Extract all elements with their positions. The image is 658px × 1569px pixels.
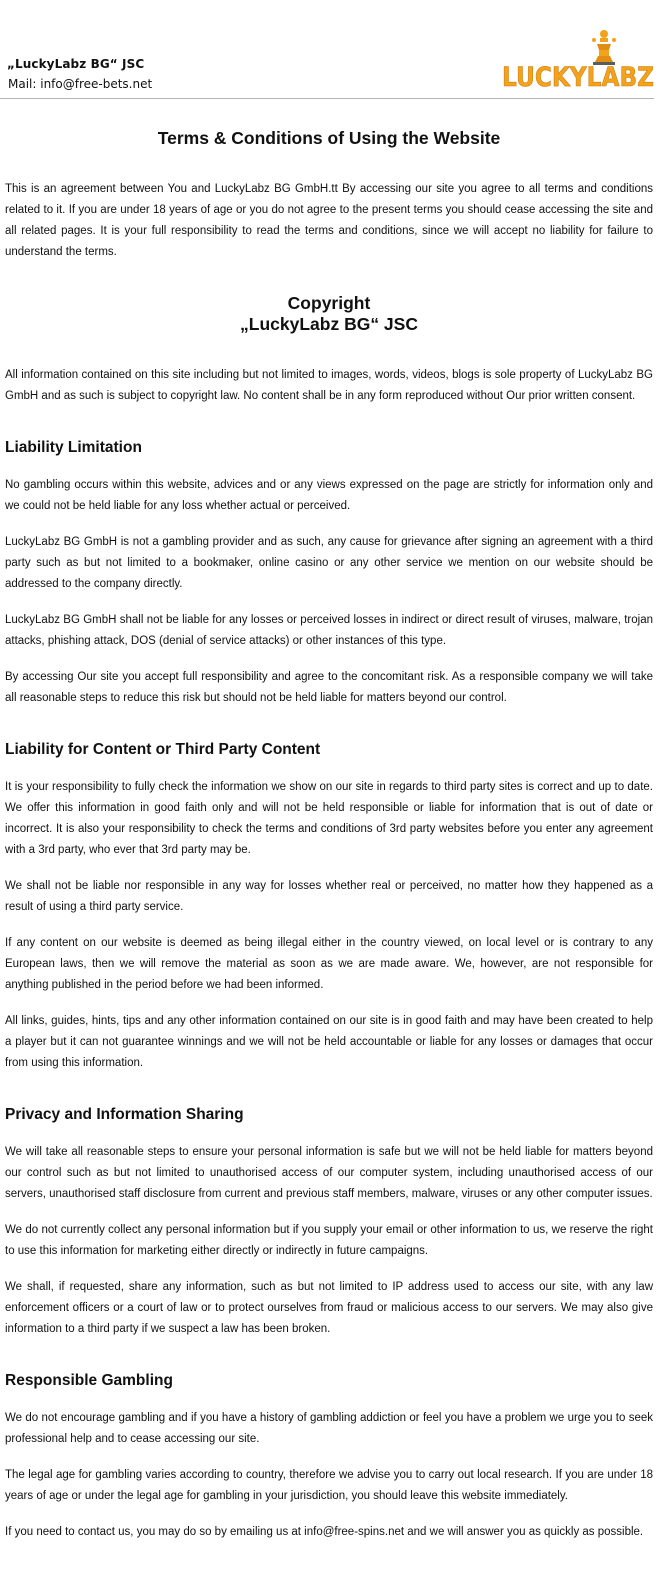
contact-text-before: If you need to contact us, you may do so by emailing us at	[5, 1526, 305, 1538]
logo-wordmark: LUCKYLABZ	[502, 62, 654, 92]
responsible-heading: Responsible Gambling	[5, 1372, 173, 1389]
liability-heading: Liability Limitation	[5, 439, 142, 456]
copyright-company: „LuckyLabz BG“ JSC	[240, 314, 418, 334]
liability-paragraph: By accessing Our site you accept full responsibility and agree to the concomitant risk. As a responsible company we will take all reasonable steps to reduce this risk but should not be held liable for matters beyond our control.	[5, 671, 653, 704]
privacy-paragraph: We do not currently collect any personal information but if you supply your email or other information to us, we reserve the right to use this information for marketing either directly or indirectly in future campaigns.	[5, 1224, 653, 1257]
liability-paragraph: LuckyLabz BG GmbH shall not be liable for any losses or perceived losses in indirect or direct result of viruses, malware, trojan attacks, phishing attack, DOS (denial of service attacks) or other instances of this type.	[5, 614, 653, 647]
responsible-paragraph: The legal age for gambling varies according to country, therefore we advise you to carry out local research. If you are under 18 years of age or under the legal age for gambling in your jurisdiction, you should leave this website immediately.	[5, 1469, 653, 1502]
privacy-paragraph: We shall, if requested, share any information, such as but not limited to IP address used to access our site, with any law enforcement officers or a court of law or to protect ourselves from fraud or malicious access to our servers. We may also give information to a third party if we suspect a law has been broken.	[5, 1281, 653, 1335]
responsible-paragraph: We do not encourage gambling and if you have a history of gambling addiction or feel you have a problem we urge you to seek professional help and to cease accessing our site.	[5, 1412, 653, 1445]
privacy-paragraph: We will take all reasonable steps to ensure your personal information is safe but we will not be held liable for matters beyond our control such as but not limited to unauthorised access of our computer system, including unauthorised access of our servers, unauthorised staff disclosure from current and previous staff members, malware, viruses or any other computer issues.	[5, 1146, 653, 1200]
contact-mail: Mail: info@free-bets.net	[8, 77, 153, 91]
page-header	[0, 0, 654, 99]
third-party-heading: Liability for Content or Third Party Content	[5, 741, 321, 758]
company-name: „LuckyLabz BG“ JSC	[7, 57, 145, 71]
intro-paragraph: This is an agreement between You and LuckyLabz BG GmbH.tt By accessing our site you agree to all terms and conditions related to it. If you are under 18 years of age or you do not agree to the present terms you should cease accessing the site and all related pages. It is your full responsibility to read the terms and conditions, since we will accept no liability for failure to understand the terms.	[5, 183, 653, 258]
contact-paragraph	[5, 1522, 653, 1543]
liability-paragraph: LuckyLabz BG GmbH is not a gambling provider and as such, any cause for grievance after signing an agreement with a third party such as but not limited to a bookmaker, online casino or any other service we mention on our website should be addressed to the company directly.	[5, 536, 653, 590]
contact-text-after: and we will answer you as quickly as possible.	[404, 1526, 644, 1538]
copyright-paragraph: All information contained on this site including but not limited to images, words, videos, blogs is sole property of LuckyLabz BG GmbH and as such is subject to copyright law. No content shall be in any form reproduced without Our prior written consent.	[5, 369, 653, 402]
liability-paragraph: No gambling occurs within this website, advices and or any views expressed on the page are strictly for information only and we could not be held liable for any loss whether actual or perceived.	[5, 479, 653, 512]
third-party-paragraph: If any content on our website is deemed as being illegal either in the country viewed, on local level or is contrary to any European laws, then we will remove the material as soon as we are made aware. We, however, are not responsible for anything published in the period before we had been informed.	[5, 937, 653, 991]
third-party-paragraph: All links, guides, hints, tips and any other information contained on our site is in good faith and may have been created to help a player but it can not guarantee winnings and we will not be held accountable or liable for any losses or damages that occur from using this information.	[5, 1015, 653, 1069]
contact-email-link[interactable]: info@free-spins.net	[304, 1526, 405, 1538]
page-title: Terms & Conditions of Using the Website	[157, 128, 501, 148]
third-party-paragraph: We shall not be liable nor responsible in any way for losses whether real or perceived, no matter how they happened as a result of using a third party service.	[5, 880, 653, 913]
copyright-title: Copyright	[287, 293, 371, 313]
luckylabz-logo	[500, 26, 656, 92]
copyright-heading	[5, 293, 653, 335]
privacy-heading: Privacy and Information Sharing	[5, 1106, 244, 1123]
chess-piece-icon	[592, 30, 616, 65]
terms-content	[5, 120, 653, 1558]
third-party-paragraph: It is your responsibility to fully check the information we show on our site in regards to third party sites is correct and up to date. We offer this information in good faith only and will not be held responsible or liable for information that is out of date or incorrect. It is also your responsibility to check the terms and conditions of 3rd party websites before you enter any agreement with a 3rd party, who ever that 3rd party may be.	[5, 781, 653, 856]
